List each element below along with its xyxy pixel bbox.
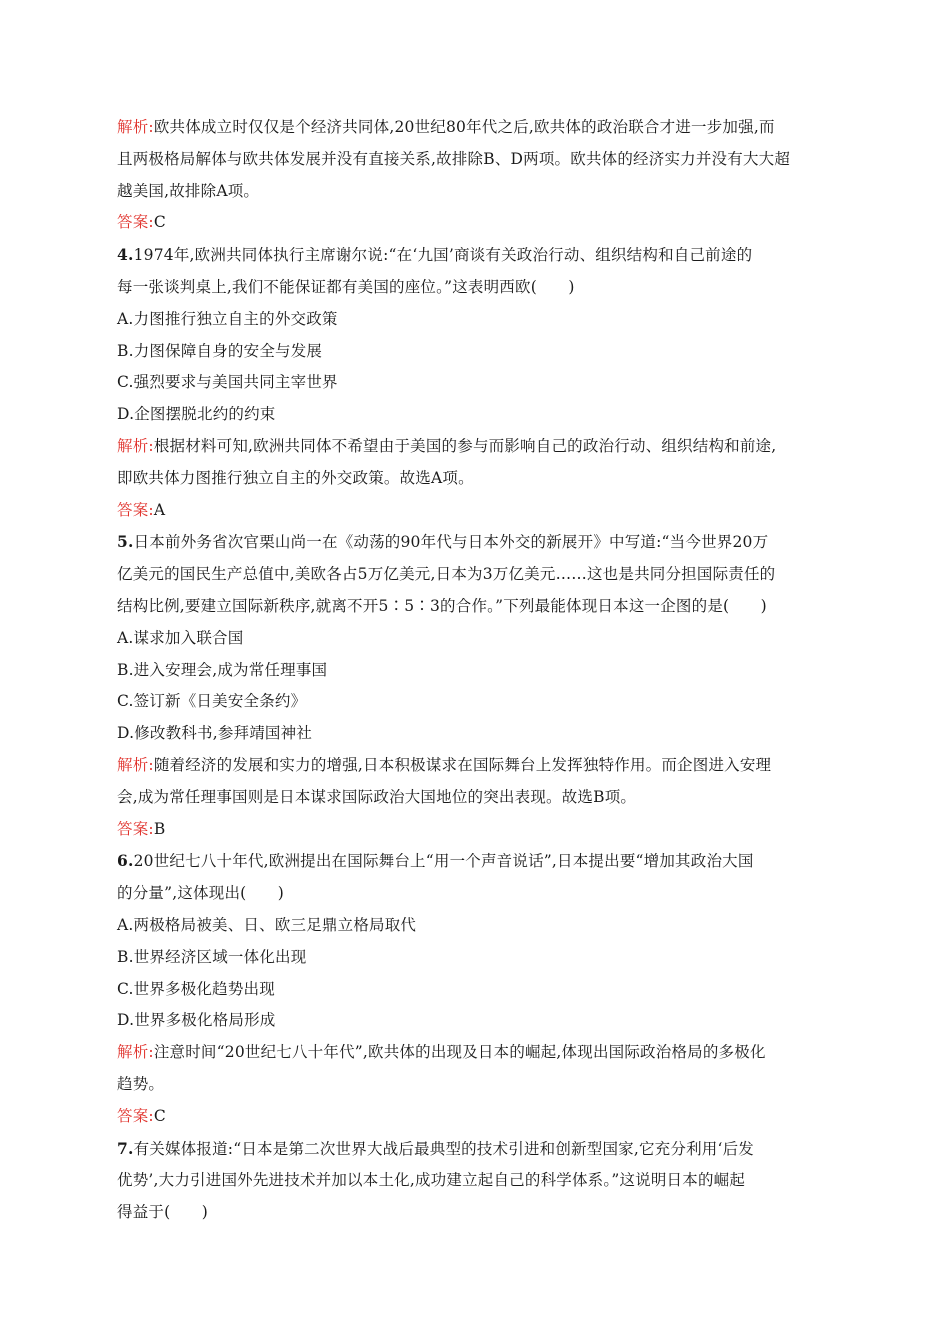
answer-label: 答案:	[117, 500, 154, 519]
question-number: 6.	[117, 851, 134, 871]
q4-answer: 答案:A	[117, 500, 166, 519]
q4-stem-line-1: 4.1974年,欧洲共同体执行主席谢尔说:“在‘九国’商谈有关政治行动、组织结构和自己前途的	[117, 245, 753, 265]
analysis-label: 解析:	[117, 118, 154, 136]
q3-analysis-line-1: 解析:欧共体成立时仅仅是个经济共同体,20世纪80年代之后,欧共体的政治联合才进一步加强,而	[117, 118, 775, 136]
q4-option-b: B.力图保障自身的安全与发展	[117, 341, 323, 360]
q5-stem-line-2: 亿美元的国民生产总值中,美欧各占5万亿美元,日本为3万亿美元……这也是共同分担国际责任的	[117, 565, 776, 584]
answer-label: 答案:	[117, 819, 154, 838]
answer-label: 答案:	[117, 213, 154, 232]
q5-analysis-line-2: 会,成为常任理事国则是日本谋求国际政治大国地位的突出表现。故选B项。	[117, 787, 637, 806]
q3-answer: 答案:C	[117, 213, 166, 232]
q4-option-d: D.企图摆脱北约的约束	[117, 405, 276, 424]
q6-answer: 答案:C	[117, 1106, 166, 1125]
question-number: 7.	[117, 1138, 134, 1158]
analysis-label: 解析:	[117, 755, 154, 774]
question-number: 4.	[117, 245, 134, 265]
q5-answer: 答案:B	[117, 819, 166, 838]
q7-stem-line-2: 优势’,大力引进国外先进技术并加以本土化,成功建立起自己的科学体系。”这说明日本的崛起	[117, 1171, 746, 1190]
q7-stem-line-3: 得益于( )	[117, 1203, 208, 1222]
q5-stem-line-1: 5.日本前外务省次官栗山尚一在《动荡的90年代与日本外交的新展开》中写道:“当今世界20万	[117, 532, 769, 552]
q7-stem-line-1: 7.有关媒体报道:“日本是第二次世界大战后最典型的技术引进和创新型国家,它充分利用‘后发	[117, 1138, 754, 1158]
document-page	[117, 112, 837, 1229]
q6-option-b: B.世界经济区域一体化出现	[117, 947, 307, 966]
q6-option-a: A.两极格局被美、日、欧三足鼎立格局取代	[117, 915, 417, 934]
q5-option-a: A.谋求加入联合国	[117, 628, 244, 647]
q6-option-c: C.世界多极化趋势出现	[117, 979, 275, 998]
question-number: 5.	[117, 532, 134, 552]
q4-analysis-line-2: 即欧共体力图推行独立自主的外交政策。故选A项。	[117, 468, 474, 487]
q5-option-b: B.进入安理会,成为常任理事国	[117, 660, 328, 679]
answer-label: 答案:	[117, 1106, 154, 1125]
q3-analysis-line-3: 越美国,故排除A项。	[117, 181, 260, 200]
q6-option-d: D.世界多极化格局形成	[117, 1011, 276, 1030]
q4-analysis-line-1: 解析:根据材料可知,欧洲共同体不希望由于美国的参与而影响自己的政治行动、组织结构和前途,	[117, 436, 777, 455]
q5-option-d: D.修改教科书,参拜靖国神社	[117, 724, 313, 743]
q3-analysis-line-2: 且两极格局解体与欧共体发展并没有直接关系,故排除B、D两项。欧共体的经济实力并没有大大超	[117, 149, 791, 168]
q6-stem-line-1: 6.20世纪七八十年代,欧洲提出在国际舞台上“用一个声音说话”,日本提出要“增加其政治大国	[117, 851, 754, 871]
q4-stem-line-2: 每一张谈判桌上,我们不能保证都有美国的座位。”这表明西欧( )	[117, 277, 575, 296]
q6-analysis-line-1: 解析:注意时间“20世纪七八十年代”,欧共体的出现及日本的崛起,体现出国际政治格局的多极化	[117, 1043, 766, 1062]
analysis-label: 解析:	[117, 436, 154, 455]
q5-option-c: C.签订新《日美安全条约》	[117, 692, 307, 711]
q6-stem-line-2: 的分量”,这体现出( )	[117, 884, 285, 903]
q5-stem-line-3: 结构比例,要建立国际新秩序,就离不开5∶5∶3的合作。”下列最能体现日本这一企图的是( )	[117, 596, 767, 615]
q5-analysis-line-1: 解析:随着经济的发展和实力的增强,日本积极谋求在国际舞台上发挥独特作用。而企图进入安理	[117, 755, 772, 774]
q4-option-c: C.强烈要求与美国共同主宰世界	[117, 373, 338, 392]
analysis-label: 解析:	[117, 1043, 154, 1062]
q4-option-a: A.力图推行独立自主的外交政策	[117, 309, 338, 328]
q6-analysis-line-2: 趋势。	[117, 1074, 165, 1093]
